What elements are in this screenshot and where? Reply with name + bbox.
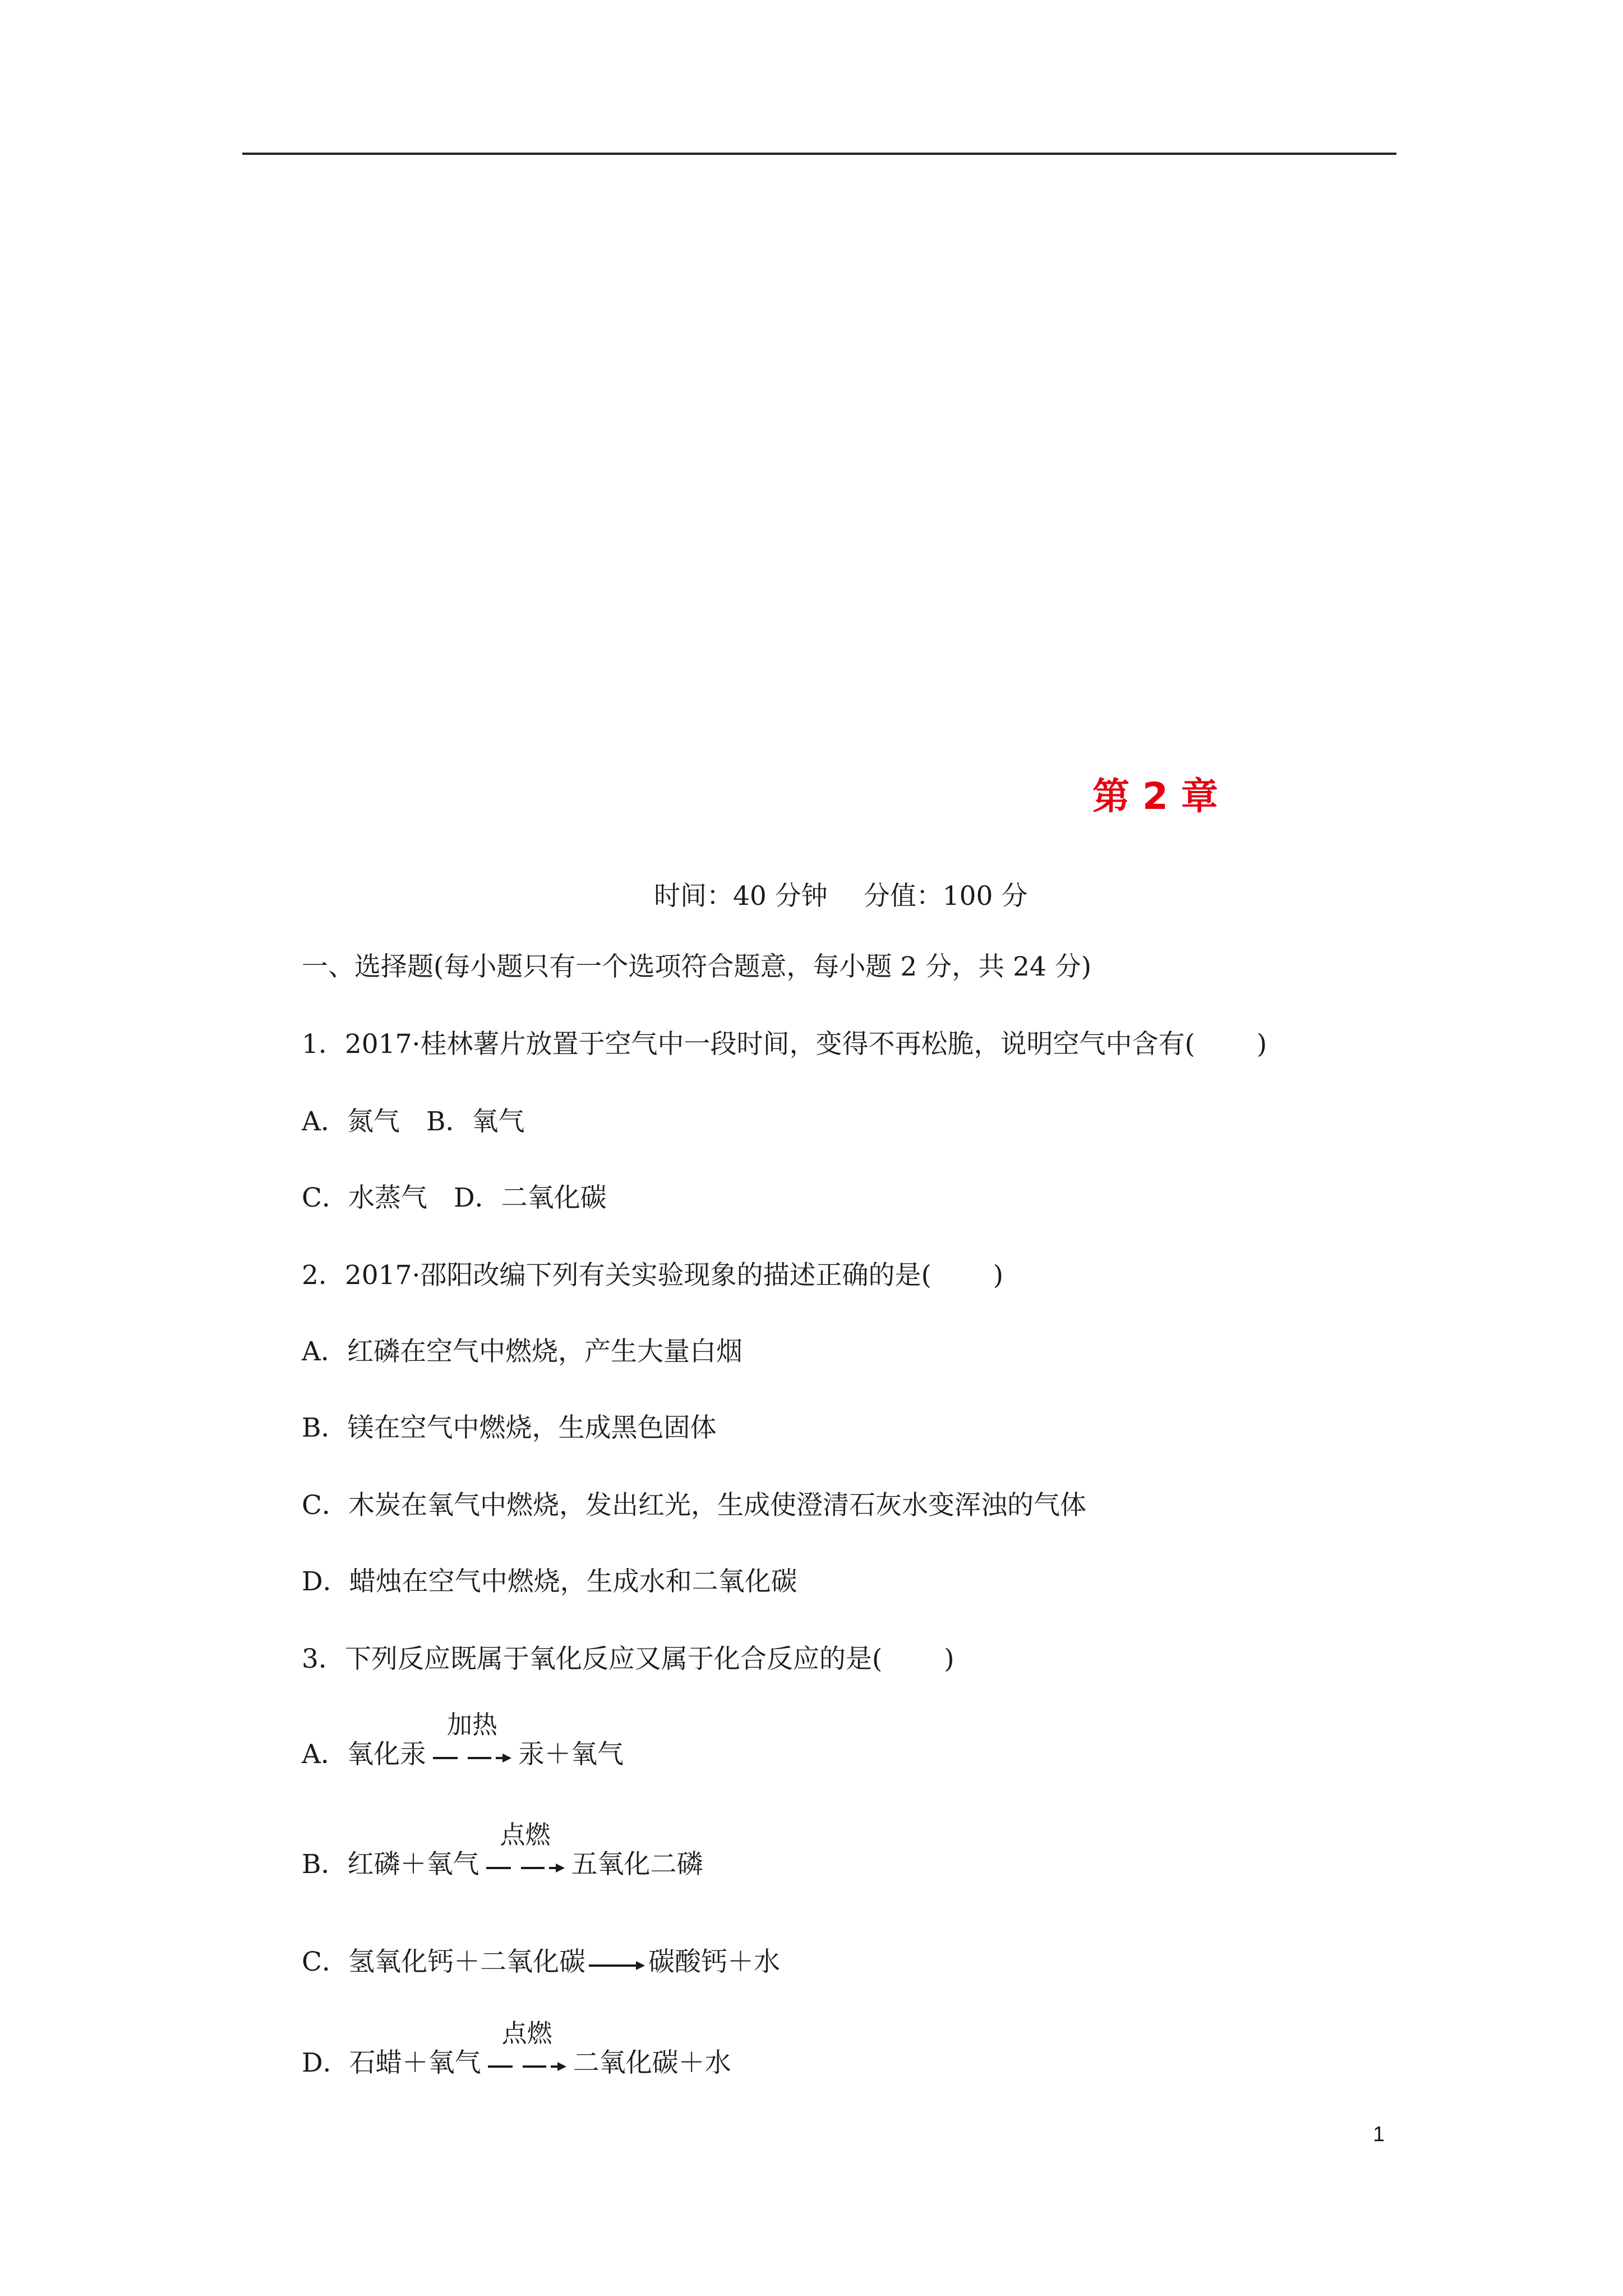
header-rule [242,153,1396,155]
total-score: 分值：100 分 [863,881,1028,912]
products: 五氧化二磷 [571,1849,703,1880]
page-number: 1 [1373,2123,1385,2146]
question-2-option-d: D．蜡烛在空气中燃烧，生成水和二氧化碳 [302,1566,797,1597]
question-2-option-b: B．镁在空气中燃烧，生成黑色固体 [302,1412,717,1443]
answer-paren: ) [1256,1029,1267,1060]
time-limit: 时间：40 分钟 [654,881,828,912]
products: 二氧化碳＋水 [573,2047,731,2078]
reaction-condition: 点燃 [500,1820,551,1849]
question-2 [302,1262,1003,1289]
reactants: A．氧化汞 [302,1739,426,1770]
products: 碳酸钙＋水 [648,1947,780,1977]
question-3-option-a [302,1710,624,1770]
question-stem: 1．2017·桂林薯片放置于空气中一段时间，变得不再松脆，说明空气中含有( [302,1029,1195,1060]
reactants: B．红磷＋氧气 [302,1849,479,1880]
question-3-option-b [302,1820,703,1880]
question-1-option-cd: C．水蒸气 D．二氧化碳 [302,1182,607,1213]
exam-meta [654,875,1027,913]
section-heading: 一、选择题(每小题只有一个选项符合题意，每小题 2 分，共 24 分) [302,951,1092,982]
reaction-condition: 加热 [446,1710,497,1740]
question-1-option-ab: A．氮气 B．氧气 [302,1106,525,1137]
reaction-condition: 点燃 [501,2018,552,2048]
question-2-option-c: C．木炭在氧气中燃烧，发出红光，生成使澄清石灰水变浑浊的气体 [302,1490,1086,1521]
answer-paren: ) [993,1260,1004,1291]
question-stem: 3．下列反应既属于氧化反应又属于化合反应的是( [302,1644,883,1674]
reaction-arrow-icon [433,1710,511,1769]
reaction-arrow-icon [589,1949,645,1977]
chapter-title: 第 2 章 [1092,775,1218,818]
question-2-option-a: A．红磷在空气中燃烧，产生大量白烟 [302,1336,743,1367]
reactants: D．石蜡＋氧气 [302,2047,481,2078]
products: 汞＋氧气 [518,1739,624,1770]
question-3-option-c [302,1949,780,1977]
reaction-arrow-icon [488,2018,566,2078]
question-3 [302,1646,955,1672]
reactants: C．氢氧化钙＋二氧化碳 [302,1947,585,1977]
question-3-option-d [302,2018,731,2078]
reaction-arrow-icon [486,1820,565,1879]
answer-paren: ) [944,1644,955,1674]
question-stem: 2．2017·邵阳改编下列有关实验现象的描述正确的是( [302,1260,932,1291]
question-1 [302,1029,1267,1060]
